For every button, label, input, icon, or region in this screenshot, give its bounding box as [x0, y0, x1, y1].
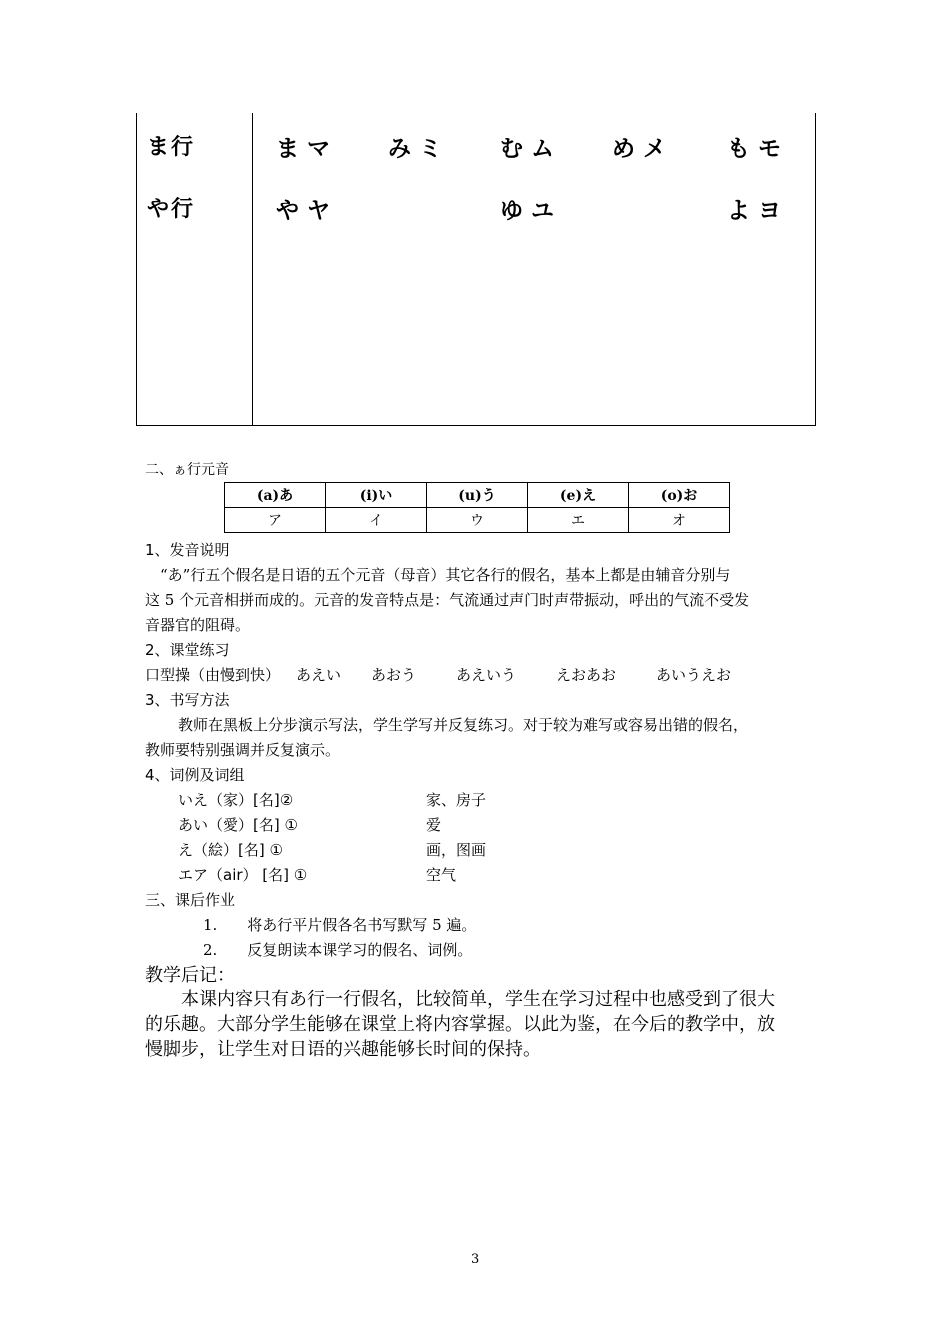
vowel-katakana-row — [225, 508, 730, 533]
p1-heading: 1、发音说明 — [145, 541, 230, 559]
vowel-table — [224, 482, 730, 533]
p3-heading: 3、书写方法 — [145, 691, 230, 709]
vowel-cell: (i)い — [326, 483, 427, 508]
kana-mi: み ミ — [388, 136, 443, 162]
vocab-word: あい（愛）[名] ① — [178, 816, 298, 834]
drill-item: あいうえお — [656, 666, 732, 684]
section3-heading: 三、课后作业 — [145, 891, 236, 909]
vocab-word: え（絵）[名] ① — [178, 841, 283, 859]
vowel-cell: オ — [629, 508, 730, 533]
kana-table-divider — [252, 113, 253, 426]
vowel-cell: ウ — [427, 508, 528, 533]
kana-me: め メ — [612, 136, 667, 162]
vocab-meaning: 爱 — [426, 816, 442, 834]
p1-line2: 这 5 个元音相拼而成的。元音的发音特点是：气流通过声门时声带振动，呼出的气流不受发 — [145, 591, 750, 609]
notes-heading: 教学后记： — [145, 965, 235, 986]
p1-line1: “あ”行五个假名是日语的五个元音（母音）其它各行的假名，基本上都是由辅音分别与 — [160, 566, 731, 584]
vowel-romaji-row — [225, 483, 730, 508]
kana-mo: も モ — [727, 136, 782, 162]
vocab-meaning: 家、房子 — [426, 791, 487, 809]
notes-line1: 本课内容只有あ行一行假名，比较简单，学生在学习过程中也感受到了很大 — [181, 989, 775, 1010]
drill-item: あえいう — [456, 666, 517, 684]
p4-heading: 4、词例及词组 — [145, 766, 245, 784]
kana-yu: ゆ ユ — [500, 198, 555, 224]
kana-yo: よ ヨ — [727, 198, 782, 224]
p2-heading: 2、课堂练习 — [145, 641, 230, 659]
row-label-ya: や行 — [147, 197, 196, 222]
kana-table-frame — [136, 113, 816, 426]
row-label-ma: ま行 — [147, 135, 196, 160]
kana-mu: む ム — [500, 136, 555, 162]
p3-line2: 教师要特别强调并反复演示。 — [145, 741, 341, 759]
drill-item: あえい — [296, 666, 342, 684]
vowel-cell: イ — [326, 508, 427, 533]
homework-item: 2. 反复朗读本课学习的假名、词例。 — [203, 941, 473, 959]
vocab-word: いえ（家）[名]② — [178, 791, 294, 809]
vowel-cell: (o)お — [629, 483, 730, 508]
drill-item: あおう — [371, 666, 417, 684]
drill-item: えおあお — [556, 666, 617, 684]
p1-line3: 音器官的阻碍。 — [145, 616, 251, 634]
vowel-cell: ア — [225, 508, 326, 533]
page-number: 3 — [471, 1252, 480, 1267]
notes-line2: 的乐趣。大部分学生能够在课堂上将内容掌握。以此为鉴，在今后的教学中，放 — [145, 1014, 775, 1035]
kana-ma: ま マ — [276, 136, 331, 162]
section2-heading: 二、ぁ行元音 — [145, 462, 229, 478]
vocab-meaning: 空气 — [426, 866, 457, 884]
vowel-cell: (e)え — [528, 483, 629, 508]
vocab-word: エア（air） [名] ① — [178, 866, 308, 884]
vowel-cell: (a)あ — [225, 483, 326, 508]
vowel-cell: エ — [528, 508, 629, 533]
vowel-cell: (u)う — [427, 483, 528, 508]
p2-prefix: 口型操（由慢到快） — [145, 666, 281, 684]
notes-line3: 慢脚步，让学生对日语的兴趣能够长时间的保持。 — [145, 1039, 541, 1060]
kana-ya: や ヤ — [276, 198, 331, 224]
vocab-meaning: 画，图画 — [426, 841, 487, 859]
homework-item: 1. 将あ行平片假各名书写默写 5 遍。 — [203, 916, 477, 934]
p3-line1: 教师在黑板上分步演示写法，学生学写并反复练习。对于较为难写或容易出错的假名， — [178, 716, 749, 734]
